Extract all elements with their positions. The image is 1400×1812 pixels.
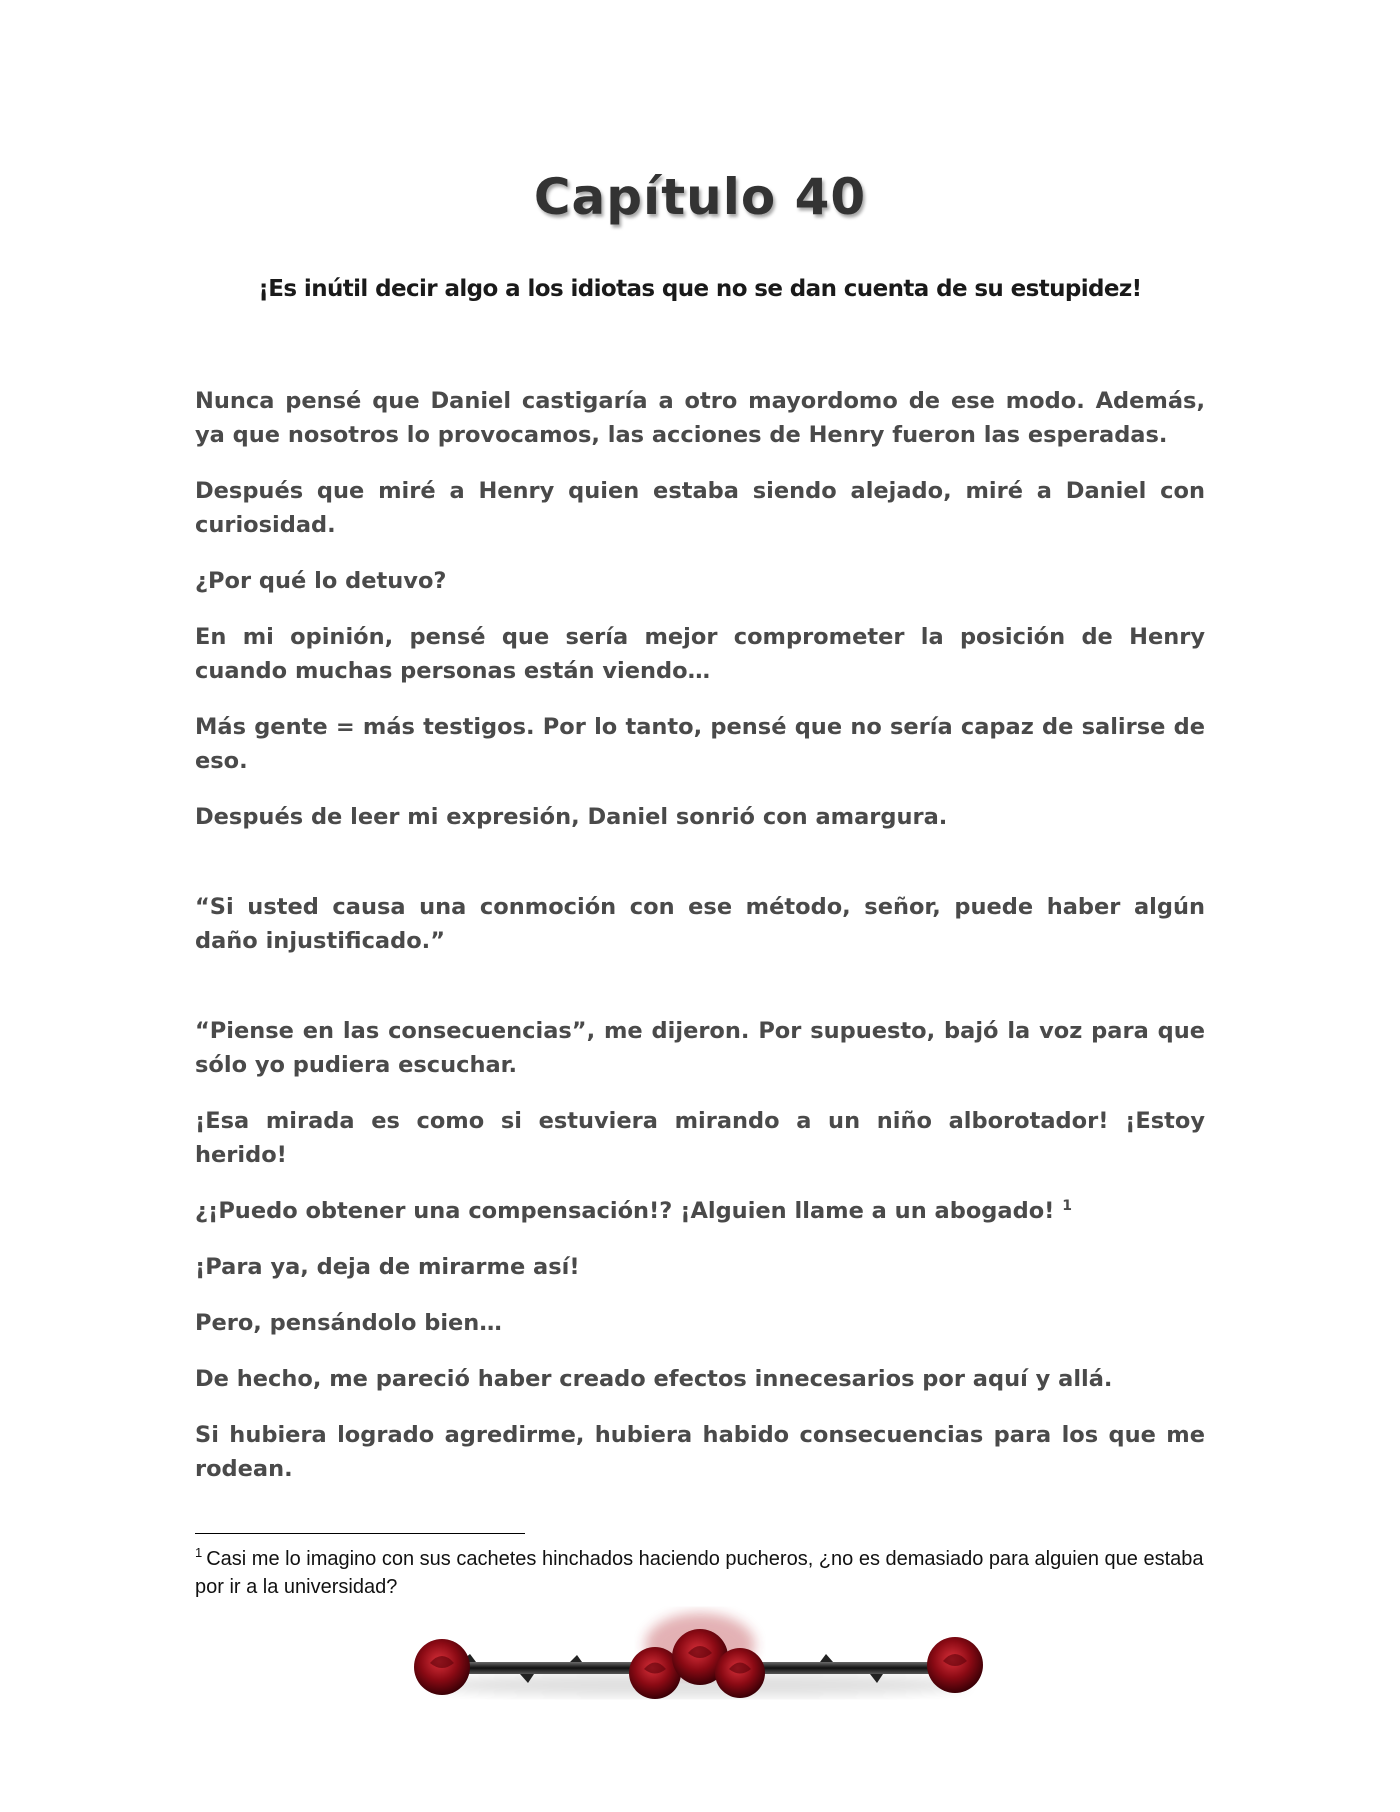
chapter-body [195,384,1205,1508]
footnote-marker: 1 [195,1545,203,1560]
footnote-reference[interactable]: 1 [1062,1198,1072,1214]
rose-divider-icon [400,1605,1000,1715]
chapter-subtitle: ¡Es inútil decir algo a los idiotas que no se dan cuenta de su estupidez! [258,276,1142,302]
paragraph: Después que miré a Henry quien estaba siendo alejado, miré a Daniel con curiosidad. [195,478,1205,538]
dialogue-paragraph: “Piense en las consecuencias”, me dijeron. Por supuesto, bajó la voz para que sólo yo pudiera escuchar. [195,1018,1205,1078]
rose-icon [414,1639,470,1695]
chapter-title: Capítulo 40 [533,168,867,226]
paragraph: Después de leer mi expresión, Daniel sonrió con amargura. [195,804,948,830]
paragraph: ¡Esa mirada es como si estuviera mirando a un niño alborotador! ¡Estoy herido! [195,1108,1205,1168]
paragraph-text: ¿¡Puedo obtener una compensación!? ¡Alguien llame a un abogado! [195,1198,1063,1224]
paragraph: Nunca pensé que Daniel castigaría a otro mayordomo de ese modo. Además, ya que nosotros lo provocamos, las acciones de Henry fueron las esperadas. [195,388,1205,448]
dialogue-paragraph: “Si usted causa una conmoción con ese método, señor, puede haber algún daño injustificado.” [195,894,1205,954]
rose-icon [927,1637,983,1693]
paragraph: Si hubiera logrado agredirme, hubiera habido consecuencias para los que me rodean. [195,1422,1205,1482]
rose-icon [715,1648,765,1698]
footnote-divider [195,1533,525,1534]
paragraph: Pero, pensándolo bien… [195,1310,502,1336]
paragraph: De hecho, me pareció haber creado efectos innecesarios por aquí y allá. [195,1366,1113,1392]
footnote [195,1545,1205,1601]
paragraph [195,1194,1205,1228]
footnote-text: Casi me lo imagino con sus cachetes hinchados haciendo pucheros, ¿no es demasiado para alguien que estaba por ir a la universidad? [195,1548,1204,1598]
paragraph: ¡Para ya, deja de mirarme así! [195,1254,580,1280]
paragraph: ¿Por qué lo detuvo? [195,568,447,594]
paragraph: En mi opinión, pensé que sería mejor comprometer la posición de Henry cuando muchas personas están viendo… [195,624,1205,684]
paragraph: Más gente = más testigos. Por lo tanto, pensé que no sería capaz de salirse de eso. [195,714,1205,774]
